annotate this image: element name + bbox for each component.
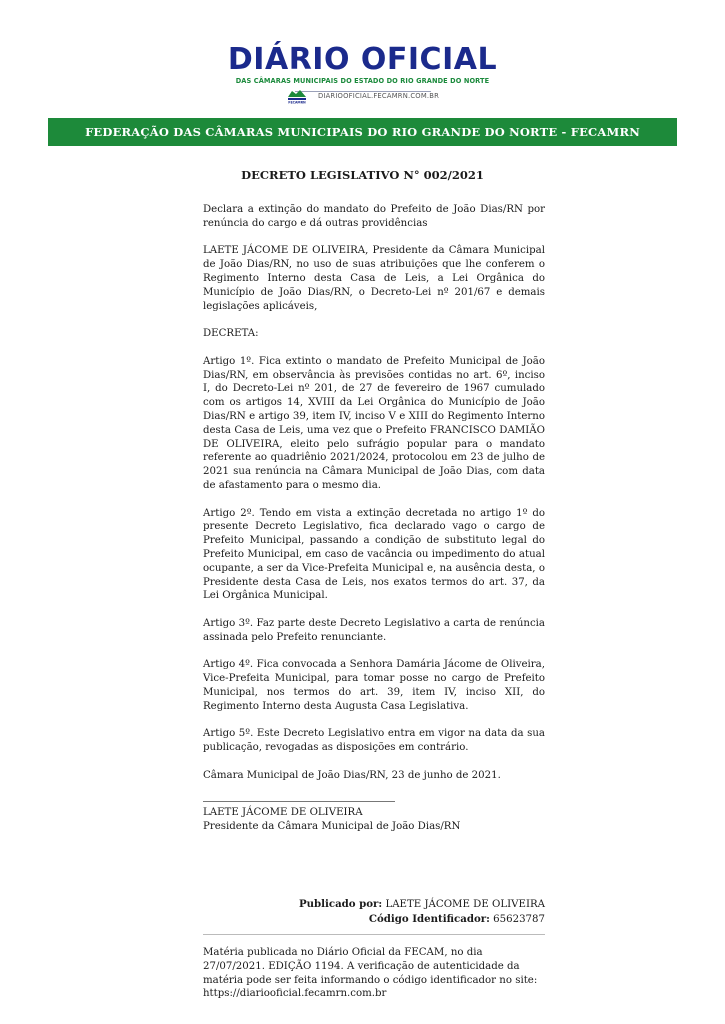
code-value: 65623787: [493, 914, 545, 925]
signature-line: [203, 801, 395, 802]
fecam-logo-label: FECAMRN: [288, 100, 306, 104]
signature-block: [203, 806, 545, 834]
article-1: Artigo 1º. Fica extinto o mandato de Prefeito Municipal de João Dias/RN, em observância às previsões contidas no art. 6º, inciso I, do Decreto-Lei nº 201, de 27 de fevereiro de 1967 cumulado com os artigos 14, XVIII da Lei Orgânica do Município de João Dias/RN e artigo 39, item IV, inciso V e XIII do Regimento Interno desta Casa de Leis, uma vez que o Prefeito FRANCISCO DAMIÃO DE OLIVEIRA, eleito pelo sufrágio popular para o mandato referente ao quadriênio 2021/2024, protocolou em 23 de julho de 2021 sua renúncia na Câmara Municipal de João Dias, com data de afastamento para o mesmo dia.: [203, 355, 545, 491]
article-3: Artigo 3º. Faz parte deste Decreto Legislativo a carta de renúncia assinada pelo Prefeito renunciante.: [203, 617, 545, 643]
code-label: Código Identificador:: [368, 913, 490, 925]
published-by-label: Publicado por:: [298, 898, 383, 910]
article-2: Artigo 2º. Tendo em vista a extinção decretada no artigo 1º do presente Decreto Legislativo, fica declarado vago o cargo de Prefeito Municipal, passando a condição de substituto legal do Prefeito Municipal, em caso de vacância ou impedimento do atual ocupante, a ser da Vice-Prefeita Municipal e, na ausência desta, o Presidente desta Casa de Leis, nos exatos termos do art. 37, da Lei Orgânica Municipal.: [203, 507, 545, 602]
article-4: Artigo 4º. Fica convocada a Senhora Damária Jácome de Oliveira, Vice-Prefeita Municipal, para tomar posse no cargo de Prefeito Municipal, nos termos do art. 39, item IV, inciso XII, do Regimento Interno desta Augusta Casa Legislativa.: [203, 659, 545, 712]
preamble-paragraph: LAETE JÁCOME DE OLIVEIRA, Presidente da Câmara Municipal de João Dias/RN, no uso de suas atribuições que lhe conferem o Regimento Interno desta Casa de Leis, a Lei Orgânica do Município de João Dias/RN, o Decreto-Lei nº 201/67 e demais legislações aplicáveis,: [203, 245, 545, 312]
federation-banner: FEDERAÇÃO DAS CÂMARAS MUNICIPAIS DO RIO GRANDE DO NORTE - FECAMRN: [48, 118, 677, 146]
published-by-value: LAETE JÁCOME DE OLIVEIRA: [385, 899, 545, 910]
summary-paragraph: Declara a extinção do mandato do Prefeito de João Dias/RN por renúncia do cargo e dá outras providências: [203, 204, 545, 229]
footer-note: Matéria publicada no Diário Oficial da FECAM, no dia 27/07/2021. EDIÇÃO 1194. A verificação de autenticidade da matéria pode ser feita informando o código identificador no site: https://diariooficial.fecamrn.com.br: [203, 947, 538, 1000]
article-5: Artigo 5º. Este Decreto Legislativo entra em vigor na data da sua publicação, revogadas as disposições em contrário.: [203, 728, 545, 754]
signer-name: LAETE JÁCOME DE OLIVEIRA: [203, 807, 363, 819]
footer-divider: [203, 934, 545, 935]
document-title: DECRETO LEGISLATIVO N° 002/2021: [241, 168, 484, 182]
publication-info: [203, 897, 545, 927]
site-url[interactable]: DIARIOOFICIAL.FECAMRN.COM.BR: [317, 92, 440, 100]
decreta-label: DECRETA:: [203, 328, 259, 340]
fecam-logo-icon: [286, 88, 308, 104]
masthead-title: DIÁRIO OFICIAL: [227, 42, 498, 77]
document-body: [203, 203, 545, 834]
signer-role: Presidente da Câmara Municipal de João Dias/RN: [203, 821, 461, 833]
masthead-subtitle: DAS CÂMARAS MUNICIPAIS DO ESTADO DO RIO GRANDE DO NORTE: [235, 77, 490, 85]
place-date: Câmara Municipal de João Dias/RN, 23 de junho de 2021.: [203, 769, 501, 781]
